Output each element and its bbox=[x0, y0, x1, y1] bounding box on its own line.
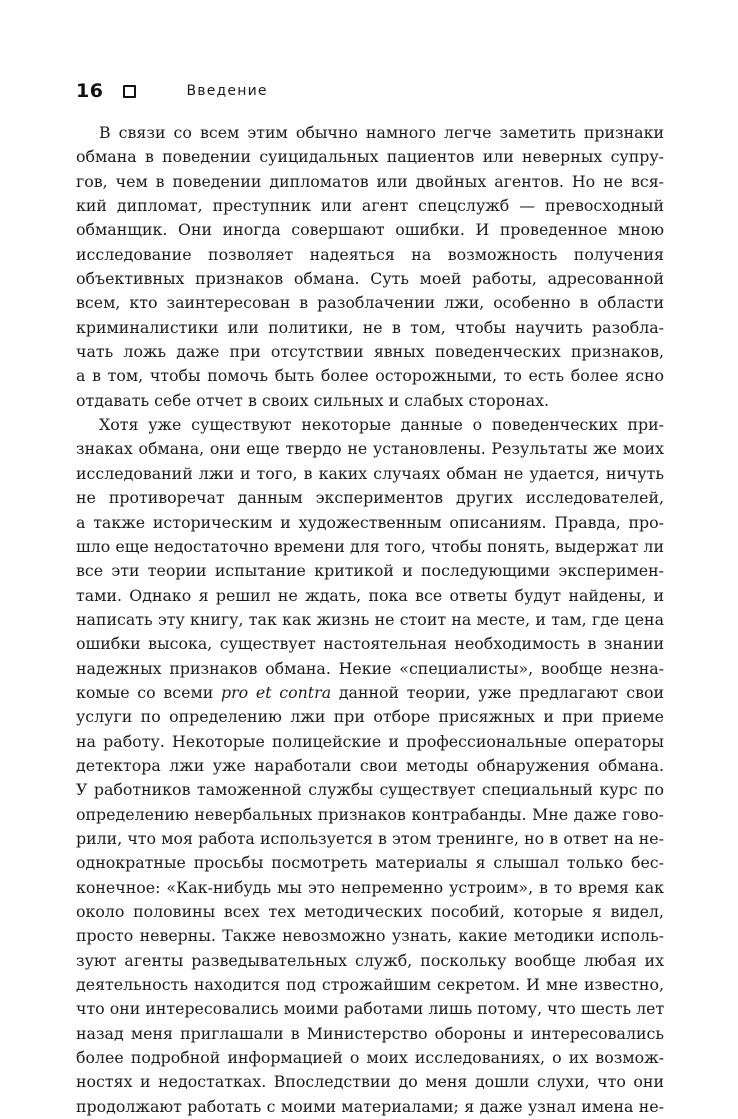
paragraph bbox=[76, 413, 664, 1119]
text-segment: комые со всеми bbox=[76, 682, 221, 702]
text-line: на работу. Некоторые полицейские и профессиональные операторы bbox=[76, 731, 664, 751]
body-text bbox=[76, 121, 664, 1119]
text-line: надежных признаков обмана. Некие «специалисты», вообще незна- bbox=[76, 658, 664, 678]
text-line: Хотя уже существуют некоторые данные о поведенческих при- bbox=[99, 415, 664, 435]
text-line: все эти теории испытание критикой и последующими эксперимен- bbox=[76, 561, 664, 581]
text-line: обманщик. Они иногда совершают ошибки. И проведенное мною bbox=[76, 220, 664, 240]
text-line: однократные просьбы посмотреть материалы я слышал только бес- bbox=[76, 853, 664, 873]
text-line: В связи со всем этим обычно намного легче заметить признаки bbox=[99, 123, 664, 142]
text-line: просто неверны. Также невозможно узнать, какие методики исполь- bbox=[76, 926, 664, 946]
text-line: что они интересовались моими работами лишь потому, что шесть лет bbox=[76, 999, 665, 1019]
paragraph bbox=[76, 121, 664, 413]
text-line: исследование позволяет надеяться на возможность получения bbox=[76, 244, 664, 264]
text-line: а в том, чтобы помочь быть более осторожными, то есть более ясно bbox=[76, 366, 664, 386]
text-line: У работников таможенной службы существует специальный курс по bbox=[76, 780, 664, 800]
page-number: 16 bbox=[76, 80, 104, 102]
text-line: более подробной информацией о моих исследованиях, о их возмож- bbox=[76, 1048, 664, 1068]
text-line: а также историческим и художественным описаниям. Правда, про- bbox=[76, 512, 664, 532]
square-icon bbox=[123, 85, 136, 98]
text-line: продолжают работать с моими материалами; я даже узнал имена не- bbox=[76, 1096, 664, 1116]
text-line: около половины всех тех методических пособий, которые я видел, bbox=[76, 902, 664, 921]
text-line: зуют агенты разведывательных служб, поскольку вообще любая их bbox=[76, 950, 664, 970]
text-line: чать ложь даже при отсутствии явных поведенческих признаков, bbox=[76, 342, 664, 362]
text-line: обмана в поведении суицидальных пациентов или неверных супру- bbox=[76, 147, 664, 167]
text-line: кий дипломат, преступник или агент спецслужб — превосходный bbox=[76, 196, 664, 216]
text-line: написать эту книгу, так как жизнь не стоит на месте, и там, где цена bbox=[76, 609, 664, 629]
text-line: определению невербальных признаков контрабанды. Мне даже гово- bbox=[76, 804, 664, 824]
italic-phrase: pro et contra bbox=[220, 682, 332, 702]
text-line: объективных признаков обмана. Суть моей работы, адресованной bbox=[76, 269, 664, 289]
text-line: шло еще недостаточно времени для того, чтобы понять, выдержат ли bbox=[76, 536, 664, 556]
text-line: исследований лжи и того, в каких случаях обман не удается, ничуть bbox=[76, 463, 664, 483]
text-line: знаках обмана, они еще твердо не установлены. Результаты же моих bbox=[76, 439, 664, 459]
text-line: назад меня приглашали в Министерство обороны и интересовались bbox=[76, 1023, 664, 1043]
text-line: конечное: «Как-нибудь мы это непременно устроим», в то время как bbox=[76, 877, 664, 897]
text-line: услуги по определению лжи при отборе присяжных и при приеме bbox=[76, 707, 664, 727]
text-line: отдавать себе отчет в своих сильных и слабых сторонах. bbox=[76, 390, 550, 410]
text-line: тами. Однако я решил не ждать, пока все ответы будут найдены, и bbox=[76, 585, 664, 605]
text-segment: данной теории, уже предлагают свои bbox=[331, 682, 665, 702]
text-line: детектора лжи уже наработали свои методы обнаружения обмана. bbox=[76, 755, 664, 775]
running-header bbox=[76, 80, 268, 102]
text-line: рили, что моя работа используется в этом тренинге, но в ответ на не- bbox=[76, 828, 664, 848]
text-line: гов, чем в поведении дипломатов или двойных агентов. Но не вся- bbox=[76, 171, 664, 191]
text-line: не противоречат данным экспериментов других исследователей, bbox=[76, 488, 664, 508]
text-line-with-italic bbox=[76, 681, 664, 705]
section-title: Введение bbox=[186, 83, 268, 99]
text-line: деятельность находится под строжайшим секретом. И мне известно, bbox=[76, 975, 664, 995]
text-line: всем, кто заинтересован в разоблачении лжи, особенно в области bbox=[76, 293, 664, 313]
text-line: криминалистики или политики, не в том, чтобы научить разобла- bbox=[76, 317, 664, 337]
text-line: ошибки высока, существует настоятельная необходимость в знании bbox=[76, 634, 664, 654]
text-line: ностях и недостатках. Впоследствии до меня дошли слухи, что они bbox=[76, 1072, 664, 1092]
